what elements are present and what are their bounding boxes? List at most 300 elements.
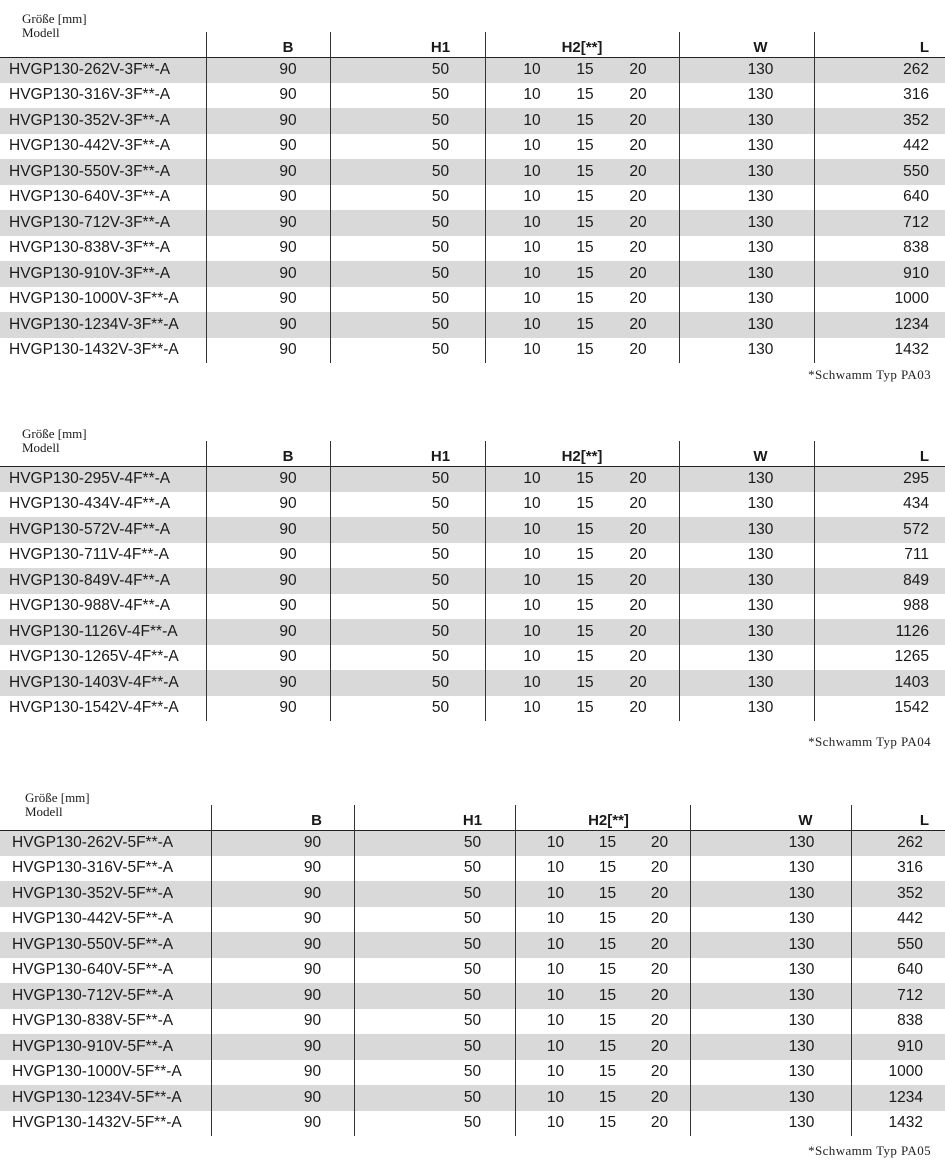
b-cell: 90 [206,670,330,696]
h2-cell [485,645,679,671]
header-l: L [851,805,945,830]
h2-value: 20 [650,961,669,979]
header-h2: H2[**] [485,441,679,466]
model-label: Modell [22,25,60,40]
column-header-row [0,441,945,466]
b-cell: 90 [211,1060,354,1086]
h2-value: 15 [576,470,594,487]
h2-values [516,1012,690,1030]
l-cell: 838 [851,1009,945,1035]
h2-value: 15 [576,213,594,231]
w-cell: 130 [679,645,814,671]
table-row [0,159,945,185]
h2-value: 20 [629,622,647,640]
w-cell: 130 [679,108,814,134]
h2-values [486,137,679,155]
h2-values [486,86,679,104]
h2-values [486,495,679,513]
h2-cell [515,1111,690,1137]
h2-value: 15 [576,239,594,257]
h2-values [516,910,690,928]
b-cell: 90 [211,907,354,933]
model-cell: HVGP130-352V-5F**-A [0,881,211,907]
model-cell: HVGP130-352V-3F**-A [0,108,206,134]
header-w: W [679,441,814,466]
table-row [0,696,945,722]
b-cell: 90 [206,594,330,620]
l-cell: 550 [851,932,945,958]
h2-value: 15 [598,961,617,979]
h2-value: 10 [546,935,565,953]
table-row [0,492,945,518]
h2-values [486,674,679,692]
l-cell: 442 [851,907,945,933]
table-row [0,134,945,160]
footnote: *Schwamm Typ PA04 [808,734,931,749]
w-cell: 130 [679,696,814,722]
h2-cell [515,856,690,882]
h2-cell [515,881,690,907]
h2-value: 10 [523,571,541,589]
table-body [0,830,945,1136]
model-cell: HVGP130-1403V-4F**-A [0,670,206,696]
h2-values [486,112,679,130]
h2-values [486,546,679,564]
l-cell: 1403 [814,670,945,696]
h2-values [486,699,679,717]
h2-values [486,623,679,641]
table-row [0,1034,945,1060]
h2-values [486,290,679,308]
h2-cell [485,236,679,262]
w-cell: 130 [679,338,814,364]
l-cell: 711 [814,543,945,569]
h1-cell: 50 [354,983,515,1009]
h2-value: 10 [523,86,541,104]
b-cell: 90 [206,57,330,83]
w-cell: 130 [690,1034,851,1060]
l-cell: 352 [814,108,945,134]
h2-values [486,214,679,232]
h2-cell [485,594,679,620]
model-cell: HVGP130-711V-4F**-A [0,543,206,569]
h2-values [486,521,679,539]
size-label: Größe [mm] [22,426,87,441]
l-cell: 640 [851,958,945,984]
w-cell: 130 [690,958,851,984]
b-cell: 90 [206,338,330,364]
h2-value: 10 [546,884,565,902]
h2-value: 15 [576,137,594,155]
table-row [0,108,945,134]
h2-value: 20 [650,859,669,877]
table-row [0,466,945,492]
table-row [0,338,945,364]
h2-value: 20 [629,213,647,231]
h2-cell [515,1009,690,1035]
h2-cell [515,830,690,856]
model-cell: HVGP130-1000V-3F**-A [0,287,206,313]
h2-values [486,597,679,615]
h2-value: 20 [629,290,647,308]
header-w: W [690,805,851,830]
w-cell: 130 [679,287,814,313]
model-cell: HVGP130-295V-4F**-A [0,466,206,492]
table-row [0,670,945,696]
header-h2: H2[**] [515,805,690,830]
table-row [0,856,945,882]
h2-value: 20 [629,264,647,282]
w-cell: 130 [679,466,814,492]
h2-value: 20 [650,910,669,928]
h2-value: 10 [523,61,541,78]
w-cell: 130 [690,907,851,933]
b-cell: 90 [206,517,330,543]
h2-value: 10 [546,1037,565,1055]
l-cell: 295 [814,466,945,492]
h2-values [486,61,679,79]
h1-cell: 50 [330,696,485,722]
table-row [0,236,945,262]
h2-value: 15 [576,188,594,206]
h1-cell: 50 [330,134,485,160]
b-cell: 90 [206,312,330,338]
w-cell: 130 [690,983,851,1009]
h2-value: 10 [523,546,541,564]
l-cell: 838 [814,236,945,262]
h2-value: 10 [523,341,541,359]
h2-value: 15 [598,884,617,902]
h2-value: 20 [629,673,647,691]
size-label: Größe [mm] [25,790,90,805]
h2-value: 15 [598,859,617,877]
h1-cell: 50 [354,1009,515,1035]
h2-value: 10 [523,239,541,257]
model-cell: HVGP130-1542V-4F**-A [0,696,206,722]
h2-value: 20 [650,1037,669,1055]
h2-cell [485,338,679,364]
table-row [0,1060,945,1086]
b-cell: 90 [206,543,330,569]
h2-cell [515,958,690,984]
h2-value: 10 [523,162,541,180]
model-label: Modell [25,804,63,819]
h2-value: 20 [629,571,647,589]
h2-value: 15 [576,673,594,691]
h2-cell [485,108,679,134]
h1-cell: 50 [330,312,485,338]
h1-cell: 50 [330,287,485,313]
h2-value: 15 [576,162,594,180]
table-row [0,1111,945,1137]
h2-value: 15 [598,910,617,928]
model-cell: HVGP130-442V-3F**-A [0,134,206,160]
model-cell: HVGP130-262V-3F**-A [0,57,206,83]
h2-value: 10 [523,520,541,538]
model-cell: HVGP130-1126V-4F**-A [0,619,206,645]
b-cell: 90 [211,1034,354,1060]
w-cell: 130 [690,1085,851,1111]
w-cell: 130 [690,1111,851,1137]
h1-cell: 50 [354,830,515,856]
h1-cell: 50 [354,881,515,907]
h2-value: 10 [546,1088,565,1106]
h2-cell [485,210,679,236]
table-body [0,57,945,363]
w-cell: 130 [679,670,814,696]
table-row [0,1085,945,1111]
l-cell: 849 [814,568,945,594]
model-cell: HVGP130-838V-5F**-A [0,1009,211,1035]
h2-value: 20 [629,137,647,155]
h2-value: 15 [576,520,594,538]
b-cell: 90 [206,696,330,722]
h2-value: 15 [576,699,594,717]
h2-value: 20 [629,495,647,513]
b-cell: 90 [206,108,330,134]
h2-cell [485,517,679,543]
header-model [0,441,206,466]
table-row [0,594,945,620]
h2-value: 20 [629,470,647,487]
h1-cell: 50 [330,466,485,492]
h1-cell: 50 [354,1034,515,1060]
h1-cell: 50 [330,492,485,518]
h2-values [516,834,690,852]
model-label: Modell [22,440,60,455]
l-cell: 434 [814,492,945,518]
h2-value: 20 [650,935,669,953]
table-row [0,1009,945,1035]
spec-table [0,32,945,363]
model-cell: HVGP130-1234V-3F**-A [0,312,206,338]
b-cell: 90 [206,261,330,287]
h2-value: 20 [629,341,647,359]
model-cell: HVGP130-712V-3F**-A [0,210,206,236]
h2-cell [485,312,679,338]
w-cell: 130 [679,517,814,543]
h2-value: 15 [598,834,617,851]
w-cell: 130 [679,261,814,287]
table-row [0,881,945,907]
column-header-row [0,805,945,830]
w-cell: 130 [679,619,814,645]
h2-cell [485,134,679,160]
table-row [0,517,945,543]
model-cell: HVGP130-1432V-5F**-A [0,1111,211,1137]
h2-cell [515,1034,690,1060]
h2-value: 10 [523,470,541,487]
l-cell: 262 [851,830,945,856]
table-row [0,543,945,569]
h2-value: 10 [546,986,565,1004]
header-model [0,805,211,830]
h2-value: 10 [523,648,541,666]
l-cell: 1234 [851,1085,945,1111]
h2-value: 20 [629,648,647,666]
h2-value: 15 [576,61,594,78]
header-l: L [814,32,945,57]
model-cell: HVGP130-316V-3F**-A [0,83,206,109]
b-cell: 90 [206,287,330,313]
h2-value: 20 [650,834,669,851]
h2-values [486,470,679,488]
model-cell: HVGP130-550V-5F**-A [0,932,211,958]
table-row [0,958,945,984]
h2-cell [515,1085,690,1111]
h2-values [486,572,679,590]
b-cell: 90 [206,134,330,160]
table-row [0,983,945,1009]
h1-cell: 50 [330,543,485,569]
h2-values [516,987,690,1005]
h2-cell [515,983,690,1009]
h2-values [486,316,679,334]
w-cell: 130 [679,57,814,83]
h1-cell: 50 [330,568,485,594]
b-cell: 90 [206,568,330,594]
header-b: B [206,441,330,466]
w-cell: 130 [679,543,814,569]
l-cell: 1265 [814,645,945,671]
l-cell: 1432 [814,338,945,364]
model-cell: HVGP130-442V-5F**-A [0,907,211,933]
model-cell: HVGP130-640V-5F**-A [0,958,211,984]
h2-value: 10 [546,834,565,851]
model-cell: HVGP130-572V-4F**-A [0,517,206,543]
h1-cell: 50 [330,619,485,645]
l-cell: 262 [814,57,945,83]
h2-value: 20 [629,699,647,717]
h2-values [516,1063,690,1081]
h2-values [516,1114,690,1132]
h2-cell [485,83,679,109]
model-cell: HVGP130-550V-3F**-A [0,159,206,185]
w-cell: 130 [679,134,814,160]
table-row [0,83,945,109]
table-row [0,907,945,933]
h2-value: 15 [598,1114,617,1132]
h2-values [486,265,679,283]
h2-values [516,936,690,954]
h2-value: 20 [650,884,669,902]
size-label: Größe [mm] [22,11,87,26]
h2-value: 15 [576,86,594,104]
h2-value: 15 [576,495,594,513]
h2-cell [485,185,679,211]
h1-cell: 50 [354,1085,515,1111]
h2-value: 10 [546,859,565,877]
w-cell: 130 [690,881,851,907]
b-cell: 90 [206,619,330,645]
h2-value: 10 [523,597,541,615]
h1-cell: 50 [330,517,485,543]
h2-value: 10 [546,1012,565,1030]
model-cell: HVGP130-849V-4F**-A [0,568,206,594]
h1-cell: 50 [330,670,485,696]
l-cell: 1542 [814,696,945,722]
w-cell: 130 [679,312,814,338]
h2-value: 15 [576,341,594,359]
column-header-row [0,32,945,57]
h1-cell: 50 [354,1111,515,1137]
h2-values [486,341,679,359]
h2-value: 20 [650,1063,669,1081]
h1-cell: 50 [354,932,515,958]
b-cell: 90 [206,83,330,109]
h1-cell: 50 [330,210,485,236]
header-h1: H1 [330,32,485,57]
h2-values [486,648,679,666]
model-cell: HVGP130-316V-5F**-A [0,856,211,882]
h2-value: 15 [576,546,594,564]
h2-cell [485,466,679,492]
h1-cell: 50 [330,159,485,185]
header-l: L [814,441,945,466]
l-cell: 640 [814,185,945,211]
w-cell: 130 [679,185,814,211]
h2-cell [485,492,679,518]
h2-value: 10 [523,264,541,282]
h2-cell [485,670,679,696]
b-cell: 90 [211,1111,354,1137]
b-cell: 90 [211,830,354,856]
b-cell: 90 [211,881,354,907]
h2-value: 20 [629,239,647,257]
b-cell: 90 [206,466,330,492]
l-cell: 1000 [851,1060,945,1086]
h1-cell: 50 [330,645,485,671]
h2-value: 20 [629,162,647,180]
h2-values [486,239,679,257]
h2-cell [515,907,690,933]
header-w: W [679,32,814,57]
h2-value: 15 [576,597,594,615]
h2-value: 10 [523,137,541,155]
l-cell: 1000 [814,287,945,313]
h2-value: 15 [576,315,594,333]
w-cell: 130 [679,594,814,620]
w-cell: 130 [679,210,814,236]
h2-value: 15 [576,111,594,129]
h1-cell: 50 [354,1060,515,1086]
header-b: B [206,32,330,57]
h2-value: 20 [650,1088,669,1106]
h2-value: 10 [523,213,541,231]
h2-value: 20 [629,520,647,538]
h2-value: 10 [523,111,541,129]
l-cell: 316 [851,856,945,882]
h2-value: 20 [629,61,647,78]
h2-value: 20 [629,546,647,564]
model-cell: HVGP130-988V-4F**-A [0,594,206,620]
b-cell: 90 [211,958,354,984]
l-cell: 712 [814,210,945,236]
h2-value: 20 [650,1012,669,1030]
header-h1: H1 [354,805,515,830]
h2-value: 15 [598,935,617,953]
w-cell: 130 [679,83,814,109]
l-cell: 1234 [814,312,945,338]
w-cell: 130 [690,856,851,882]
table-row [0,619,945,645]
table-row [0,57,945,83]
b-cell: 90 [206,159,330,185]
h2-value: 20 [629,188,647,206]
table-block-pa05 [0,790,945,1158]
h2-value: 15 [598,1088,617,1106]
header-model [0,32,206,57]
